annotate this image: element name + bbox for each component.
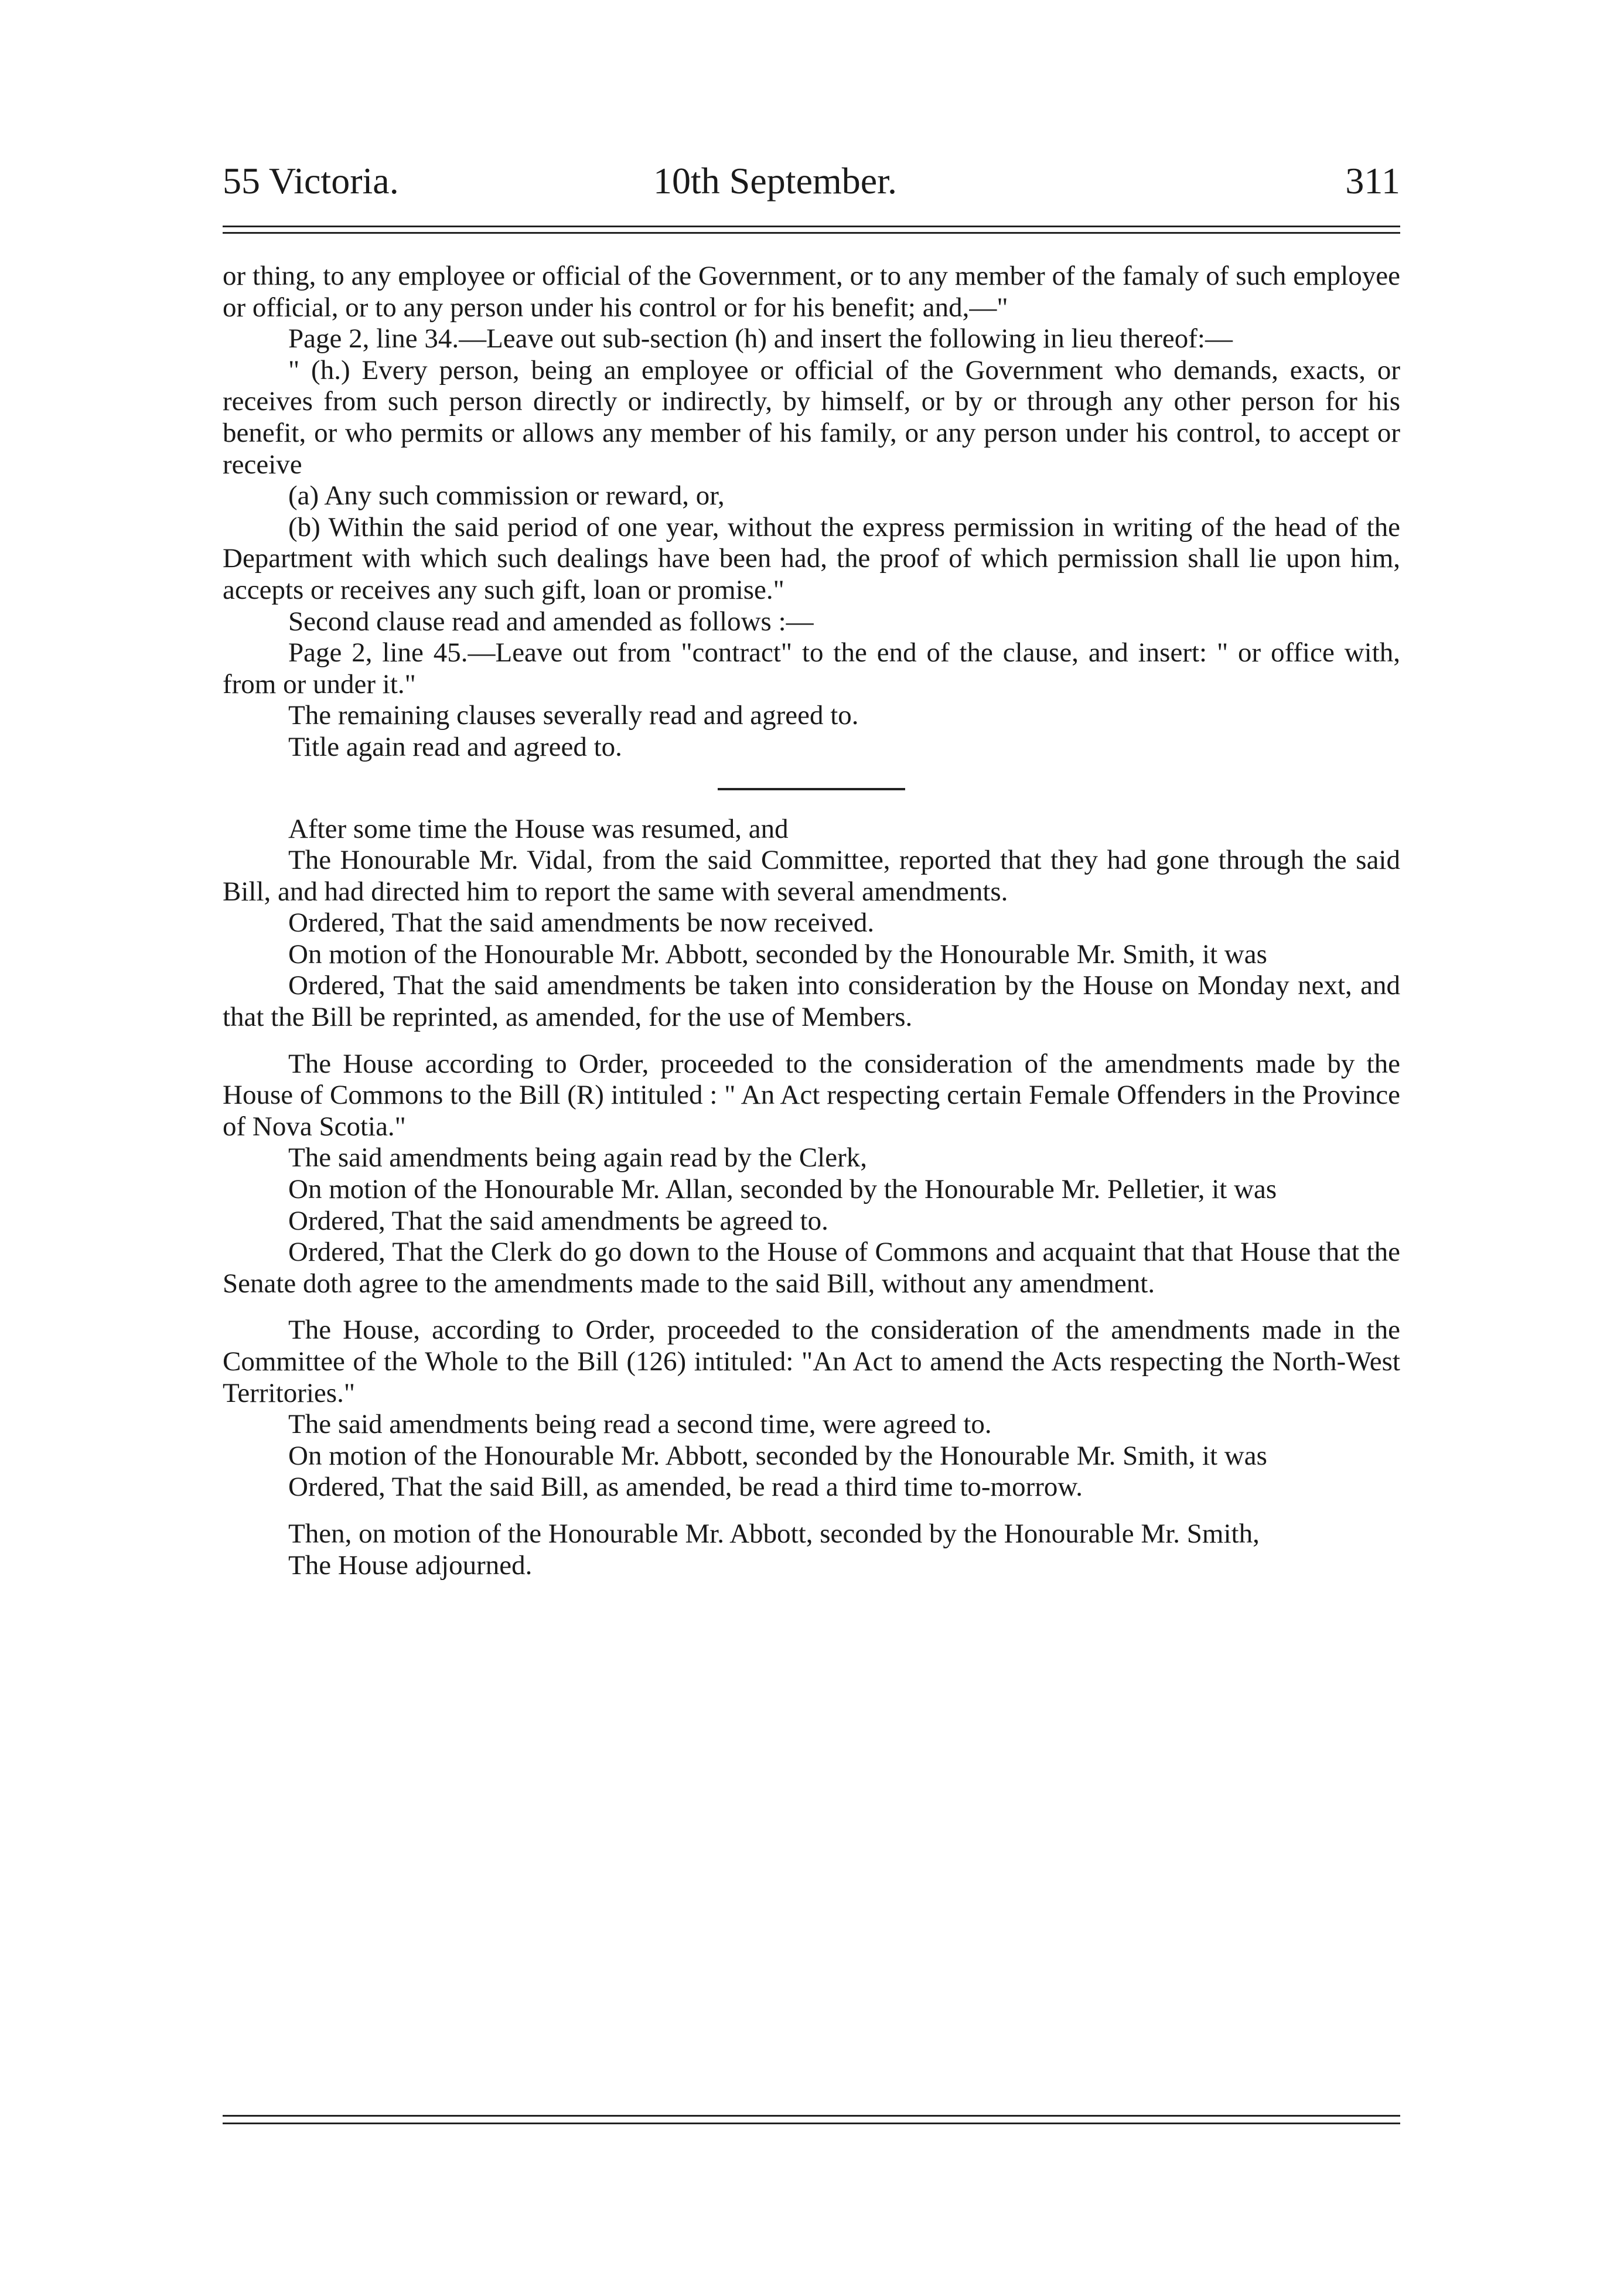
header-rule-top [223, 226, 1400, 227]
paragraph: Ordered, That the said Bill, as amended, be read a third time to-morrow. [288, 1472, 1083, 1503]
paragraph: On motion of the Honourable Mr. Abbott, seconded by the Honourable Mr. Smith, it was [288, 939, 1267, 970]
paragraph: The House adjourned. [288, 1550, 533, 1581]
running-header [223, 159, 1400, 212]
paragraph: Second clause read and amended as follows :— [288, 606, 814, 637]
footer-rule-top [223, 2115, 1400, 2117]
paragraph: Ordered, That the said amendments be taken into consideration by the House on Monday next, and that the Bill be reprinted, as amended, for the use of Members. [223, 970, 1400, 1033]
paragraph: The said amendments being read a second time, were agreed to. [288, 1409, 992, 1440]
paragraph: Ordered, That the said amendments be now received. [288, 907, 875, 939]
paragraph: (a) Any such commission or reward, or, [288, 480, 725, 511]
paragraph: The House, according to Order, proceeded to the consideration of the amendments made in the Committee of the Whole to the Bill (126) intituled: "An Act to amend the Acts respecting the North-West Territories." [223, 1315, 1400, 1408]
footer-rule-bottom [223, 2123, 1400, 2124]
paragraph: (b) Within the said period of one year, without the express permission in writing of the head of the Department with which such dealings have been had, the proof of which permission shall lie upon him, accepts or receives any such gift, loan or promise." [223, 511, 1400, 605]
paragraph: or thing, to any employee or official of the Government, or to any member of the famaly of such employee or official, or to any person under his control or for his benefit; and,—" [223, 261, 1400, 323]
paragraph: Page 2, line 45.—Leave out from "contract" to the end of the clause, and insert: " or office with, from or under it." [223, 637, 1400, 699]
paragraph: On motion of the Honourable Mr. Allan, seconded by the Honourable Mr. Pelletier, it was [288, 1174, 1277, 1205]
paragraph: Title again read and agreed to. [288, 731, 622, 762]
paragraph: " (h.) Every person, being an employee or official of the Government who demands, exacts, or receives from such person directly or indirectly, by himself, or by or through any other person for his benefit, or who permits or allows any member of his family, or any person under his control, to accept or receive [223, 354, 1400, 480]
paragraph: Ordered, That the said amendments be agreed to. [288, 1205, 828, 1236]
header-rule-bottom [223, 232, 1400, 234]
header-regnal-year: 55 Victoria. [223, 160, 399, 202]
page-number: 311 [1345, 160, 1400, 202]
paragraph: Page 2, line 34.—Leave out sub-section (h) and insert the following in lieu thereof:— [288, 323, 1233, 354]
section-divider [718, 788, 905, 790]
paragraph: Then, on motion of the Honourable Mr. Abbott, seconded by the Honourable Mr. Smith, [288, 1518, 1260, 1549]
journal-body [223, 261, 1400, 1581]
header-date: 10th September. [653, 160, 897, 202]
paragraph: The said amendments being again read by the Clerk, [288, 1142, 867, 1173]
paragraph: The remaining clauses severally read and agreed to. [288, 700, 859, 731]
paragraph: The House according to Order, proceeded to the consideration of the amendments made by the House of Commons to the Bill (R) intituled : " An Act respecting certain Female Offenders in the Province of Nova Scotia." [223, 1048, 1400, 1142]
paragraph: Ordered, That the Clerk do go down to the House of Commons and acquaint that that House that the Senate doth agree to the amendments made to the said Bill, without any amendment. [223, 1237, 1400, 1299]
paragraph: On motion of the Honourable Mr. Abbott, seconded by the Honourable Mr. Smith, it was [288, 1440, 1267, 1471]
paragraph: After some time the House was resumed, and [288, 813, 789, 844]
paragraph: The Honourable Mr. Vidal, from the said Committee, reported that they had gone through the said Bill, and had directed him to report the same with several amendments. [223, 845, 1400, 907]
